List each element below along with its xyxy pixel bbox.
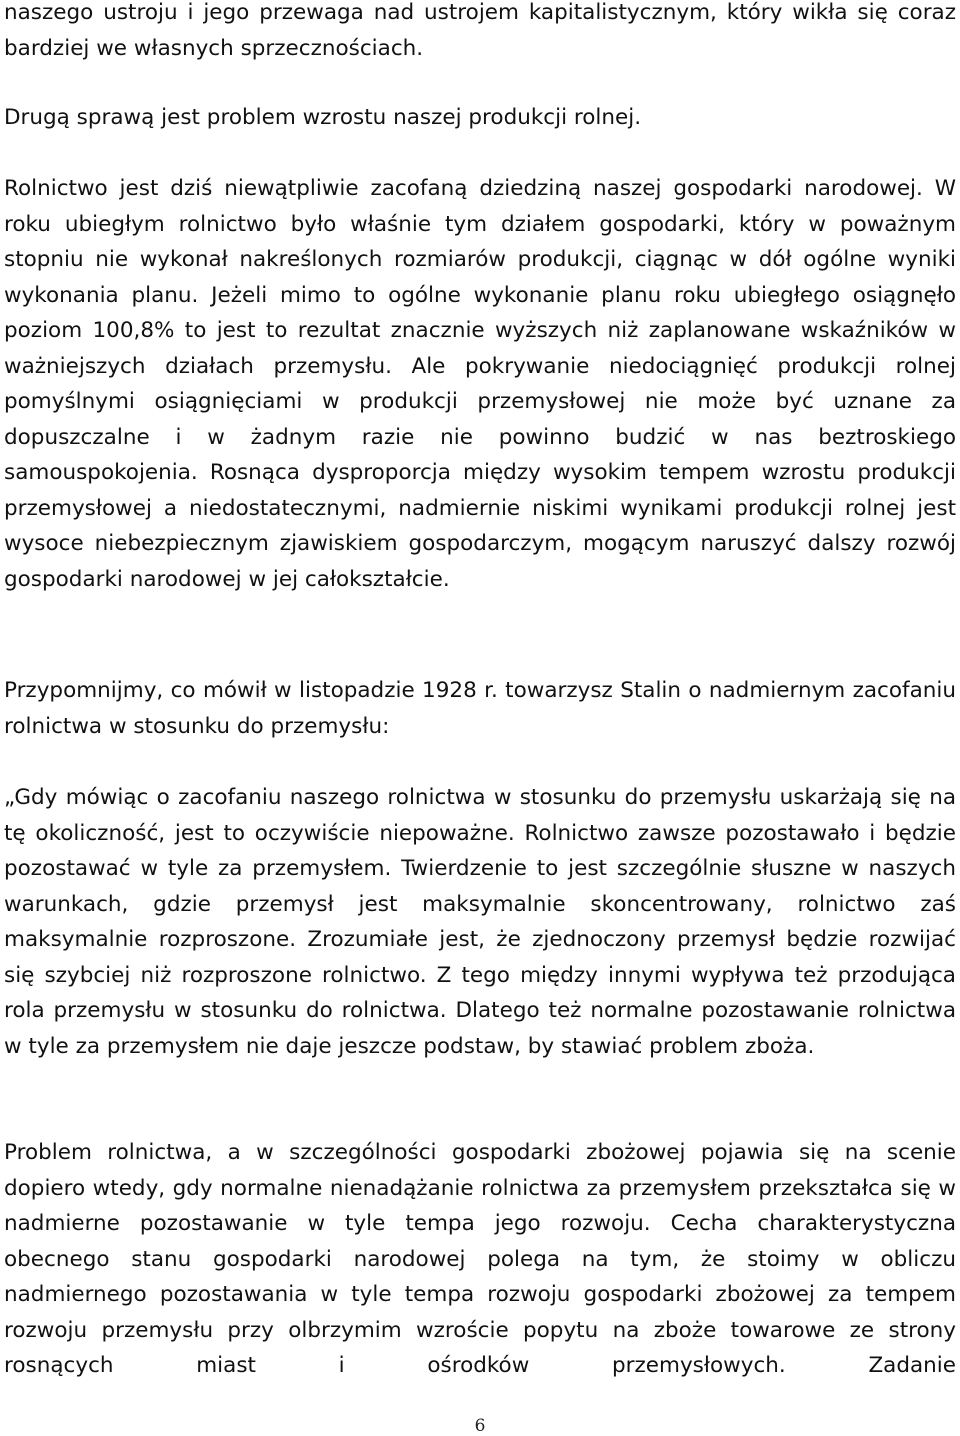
paragraph-grain-problem: Problem rolnictwa, a w szczególności gospodarki zbożowej pojawia się na scenie dopiero wtedy, gdy normalne nienadążanie rolnictwa za przemysłem przekształca się w nadmierne pozostawanie w tyle tempa jego rozwoju. Cecha charakterystyczna obecnego stanu gospodarki narodowej polega na tym, że stoimy w obliczu nadmiernego pozostawania w tyle tempa rozwoju gospodarki zbożowej za tempem rozwoju przemysłu przy olbrzymim wzroście popytu na zboże towarowe ze strony rosnących miast i ośrodków przemysłowych. Zadanie bbox=[4, 1140, 956, 1378]
paragraph-agriculture-intro: Drugą sprawą jest problem wzrostu naszej produkcji rolnej. bbox=[4, 105, 642, 130]
paragraph-agriculture-analysis: Rolnictwo jest dziś niewątpliwie zacofaną dziedziną naszej gospodarki narodowej. W roku ubiegłym rolnictwo było właśnie tym działem gospodarki, który w poważnym stopniu nie wykonał nakreślonych rozmiarów produkcji, ciągnąc w dół ogólne wyniki wykonania planu. Jeżeli mimo to ogólne wykonanie planu roku ubiegłego osiągnęło poziom 100,8% to jest to rezultat znacznie wyższych niż zaplanowane wskaźników w ważniejszych działach przemysłu. Ale pokrywanie niedociągnięć produkcji rolnej pomyślnymi osiągnięciami w produkcji przemysłowej nie może być uznane za dopuszczalne i w żadnym razie nie powinno budzić w nas beztroskiego samouspokojenia. Rosnąca dysproporcja między wysokim tempem wzrostu produkcji przemysłowej a niedostatecznymi, nadmiernie niskimi wynikami produkcji rolnej jest wysoce niebezpiecznym zjawiskiem gospodarczym, mogącym naruszyć dalszy rozwój gospodarki narodowej w jej całokształcie. bbox=[4, 176, 956, 592]
paragraph-continuation: naszego ustroju i jego przewaga nad ustrojem kapitalistycznym, który wikła się coraz bardziej we własnych sprzecznościach. bbox=[4, 0, 956, 61]
page-number: 6 bbox=[474, 1416, 486, 1436]
document-page bbox=[4, 0, 956, 1436]
paragraph-stalin-quote: „Gdy mówiąc o zacofaniu naszego rolnictwa w stosunku do przemysłu uskarżają się na tę okoliczność, jest to oczywiście niepoważne. Rolnictwo zawsze pozostawało i będzie pozostawać w tyle za przemysłem. Twierdzenie to jest szczególnie słuszne w naszych warunkach, gdzie przemysł jest maksymalnie skoncentrowany, rolnictwo zaś maksymalnie rozproszone. Zrozumiałe jest, że zjednoczony przemysł będzie rozwijać się szybciej niż rozproszone rolnictwo. Z tego między innymi wypływa też przodująca rola przemysłu w stosunku do rolnictwa. Dlatego też normalne pozostawanie rolnictwa w tyle za przemysłem nie daje jeszcze podstaw, by stawiać problem zboża. bbox=[4, 785, 956, 1059]
paragraph-stalin-intro: Przypomnijmy, co mówił w listopadzie 1928 r. towarzysz Stalin o nadmiernym zacofaniu rolnictwa w stosunku do przemysłu: bbox=[4, 678, 956, 739]
